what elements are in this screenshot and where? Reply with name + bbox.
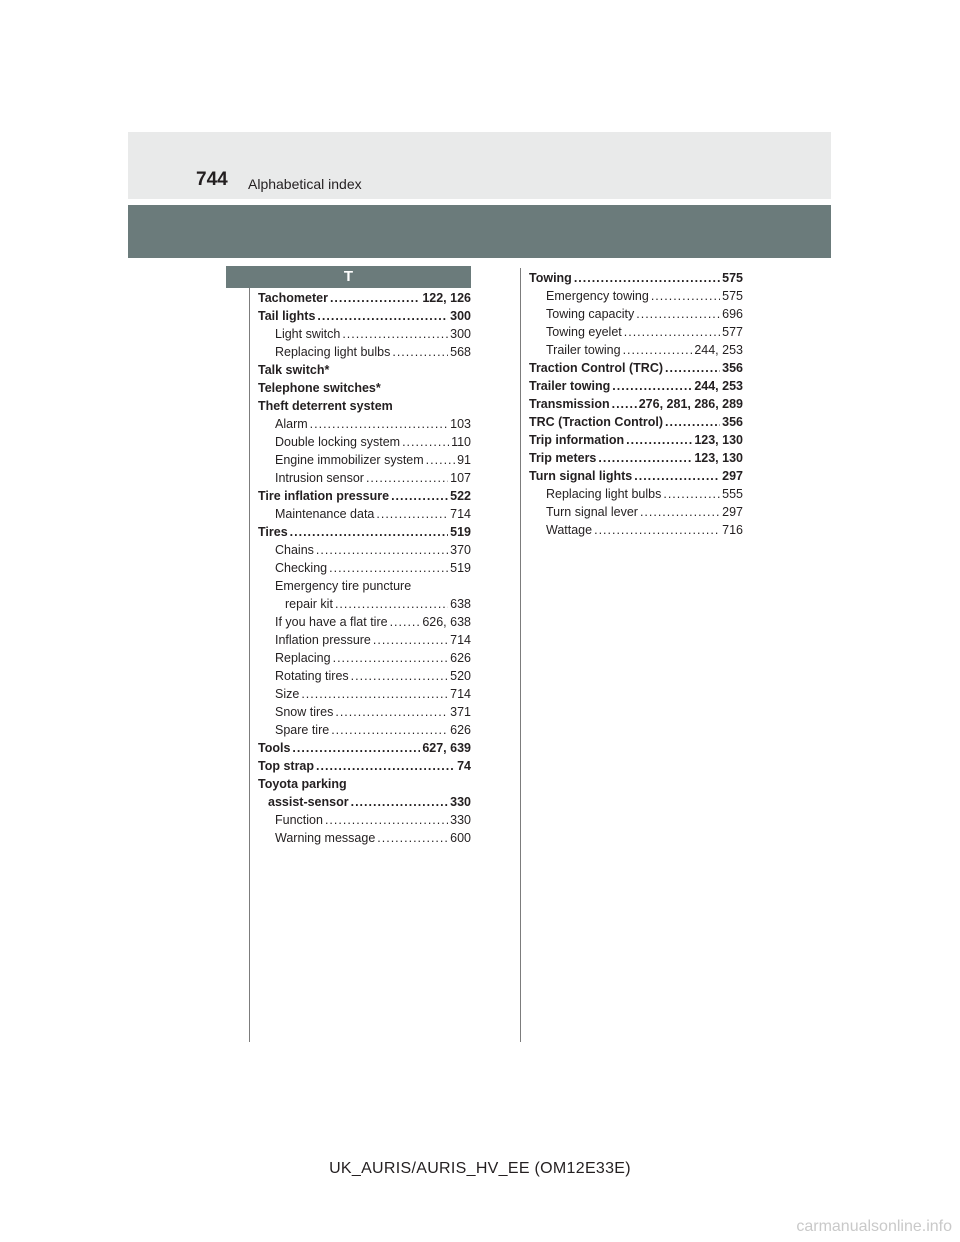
index-page-reference[interactable]: 626, 638 (422, 615, 471, 629)
index-page-reference[interactable]: 522 (450, 489, 471, 503)
index-entry (258, 307, 471, 325)
index-term: Double locking system (275, 435, 401, 449)
dot-leader (634, 467, 720, 485)
index-page-reference[interactable]: 123, 130 (694, 451, 743, 465)
index-entry (258, 541, 471, 559)
header-band (128, 132, 831, 199)
dot-leader (325, 811, 448, 829)
index-page-reference[interactable]: 123, 130 (694, 433, 743, 447)
index-term: Size (275, 687, 300, 701)
index-page-reference[interactable]: 696 (722, 307, 743, 321)
index-entry (258, 379, 471, 397)
index-page-reference[interactable]: 626 (450, 723, 471, 737)
index-page-reference[interactable]: 300 (450, 327, 471, 341)
index-entry (258, 703, 471, 721)
dot-leader (426, 451, 455, 469)
index-entry (258, 343, 471, 361)
dot-leader (390, 613, 421, 631)
index-page-reference[interactable]: 555 (722, 487, 743, 501)
dot-leader (317, 307, 448, 325)
index-term: Telephone switches* (258, 381, 381, 395)
index-term: Traction Control (TRC) (529, 361, 664, 375)
index-entry (258, 523, 471, 541)
index-term: Snow tires (275, 705, 334, 719)
index-term: Light switch (275, 327, 341, 341)
index-term: repair kit (285, 597, 333, 611)
index-page-reference[interactable]: 91 (457, 453, 471, 467)
index-term: Towing (529, 271, 572, 285)
index-entry (258, 487, 471, 505)
index-term: Trailer towing (529, 379, 611, 393)
dot-leader (377, 829, 448, 847)
index-entry (258, 739, 471, 757)
index-term: Turn signal lever (546, 505, 638, 519)
watermark: carmanualsonline.info (796, 1218, 952, 1235)
index-page-reference[interactable]: 103 (450, 417, 471, 431)
index-term: Trip meters (529, 451, 597, 465)
dot-leader (594, 521, 720, 539)
dot-leader (316, 757, 455, 775)
index-page-reference[interactable]: 638 (450, 597, 471, 611)
index-term: Transmission (529, 397, 610, 411)
index-entry (258, 631, 471, 649)
index-entry (529, 305, 743, 323)
footer-model-code: UK_AURIS/AURIS_HV_EE (OM12E33E) (329, 1160, 631, 1177)
dot-leader (335, 595, 448, 613)
index-term: Tire inflation pressure (258, 489, 390, 503)
dot-leader (335, 703, 448, 721)
dot-leader (626, 431, 692, 449)
dot-leader (402, 433, 449, 451)
index-page-reference[interactable]: 575 (722, 271, 743, 285)
dot-leader (330, 289, 420, 307)
index-term: Tools (258, 741, 291, 755)
index-term: Emergency tire puncture (275, 579, 412, 593)
index-entry (258, 721, 471, 739)
index-term: Spare tire (275, 723, 330, 737)
index-term: Trailer towing (546, 343, 621, 357)
index-page-reference[interactable]: 371 (450, 705, 471, 719)
index-entry (258, 685, 471, 703)
index-page-reference[interactable]: 330 (450, 795, 471, 809)
index-term: TRC (Traction Control) (529, 415, 664, 429)
index-term: Tires (258, 525, 288, 539)
dot-leader (665, 359, 720, 377)
dot-leader (665, 413, 720, 431)
index-term: Intrusion sensor (275, 471, 364, 485)
index-page-reference[interactable]: 356 (722, 415, 743, 429)
index-page-reference[interactable]: 107 (450, 471, 471, 485)
dot-leader (351, 667, 448, 685)
index-page-reference[interactable]: 577 (722, 325, 743, 339)
index-entry (258, 325, 471, 343)
index-entry (529, 323, 743, 341)
index-page-reference[interactable]: 74 (457, 759, 471, 773)
index-term: Tail lights (258, 309, 316, 323)
dot-leader (636, 305, 720, 323)
index-term: Alarm (275, 417, 308, 431)
index-page-reference[interactable]: 330 (450, 813, 471, 827)
index-entry (258, 289, 471, 307)
index-entry (258, 829, 471, 847)
dot-leader (351, 793, 449, 811)
index-page-reference[interactable]: 714 (450, 687, 471, 701)
left-column-rule (249, 288, 250, 1042)
index-entry (258, 577, 471, 595)
index-entry (529, 377, 743, 395)
index-term: Engine immobilizer system (275, 453, 424, 467)
index-term: Trip information (529, 433, 625, 447)
index-entry (258, 793, 471, 811)
index-term: Wattage (546, 523, 593, 537)
index-page-reference[interactable]: 519 (450, 525, 471, 539)
index-page-reference[interactable]: 110 (451, 435, 471, 449)
dot-leader (376, 505, 448, 523)
index-page-reference[interactable]: 716 (722, 523, 743, 537)
dot-leader (612, 377, 692, 395)
index-entry (258, 433, 471, 451)
right-column-rule (520, 268, 521, 1042)
index-page-reference[interactable]: 244, 253 (694, 343, 743, 357)
index-entry (258, 361, 471, 379)
index-entry (529, 413, 743, 431)
index-entry (529, 449, 743, 467)
index-entry (529, 431, 743, 449)
dot-leader (342, 325, 448, 343)
dot-leader (574, 269, 720, 287)
dot-leader (640, 503, 720, 521)
index-page-reference[interactable]: 575 (722, 289, 743, 303)
chapter-band (128, 205, 831, 258)
page-number: 744 (196, 169, 228, 190)
index-entry (258, 613, 471, 631)
running-title: Alphabetical index (248, 176, 362, 192)
index-term: Maintenance data (275, 507, 375, 521)
dot-leader (651, 287, 720, 305)
dot-leader (290, 523, 448, 541)
dot-leader (612, 395, 637, 413)
dot-leader (331, 721, 448, 739)
index-entry (258, 415, 471, 433)
index-column-right (529, 269, 743, 539)
index-term: Towing eyelet (546, 325, 622, 339)
dot-leader (624, 323, 720, 341)
index-term: Rotating tires (275, 669, 349, 683)
index-term: Replacing light bulbs (275, 345, 391, 359)
index-term: Checking (275, 561, 328, 575)
index-page-reference[interactable]: 626 (450, 651, 471, 665)
index-page-reference[interactable]: 627, 639 (422, 741, 471, 755)
dot-leader (316, 541, 448, 559)
index-page-reference[interactable]: 714 (450, 633, 471, 647)
index-term: Warning message (275, 831, 376, 845)
index-page-reference[interactable]: 297 (722, 469, 743, 483)
index-term: Towing capacity (546, 307, 635, 321)
index-term: assist-sensor (268, 795, 349, 809)
index-page-reference[interactable]: 600 (450, 831, 471, 845)
dot-leader (366, 469, 448, 487)
dot-leader (329, 559, 448, 577)
index-entry (258, 775, 471, 793)
index-term: Replacing light bulbs (546, 487, 662, 501)
dot-leader (333, 649, 449, 667)
index-entry (529, 521, 743, 539)
dot-leader (310, 415, 448, 433)
index-page-reference[interactable]: 297 (722, 505, 743, 519)
index-entry (258, 469, 471, 487)
dot-leader (301, 685, 448, 703)
index-term: Inflation pressure (275, 633, 371, 647)
index-page-reference[interactable]: 122, 126 (422, 291, 471, 305)
index-entry (258, 595, 471, 613)
dot-leader (598, 449, 692, 467)
index-page-reference[interactable]: 276, 281, 286, 289 (638, 397, 743, 411)
index-entry (529, 341, 743, 359)
index-entry (529, 269, 743, 287)
index-entry (529, 395, 743, 413)
index-entry (529, 467, 743, 485)
index-entry (258, 667, 471, 685)
index-term: Chains (275, 543, 314, 557)
index-term: If you have a flat tire (275, 615, 388, 629)
index-page-reference[interactable]: 520 (450, 669, 471, 683)
index-term: Turn signal lights (529, 469, 633, 483)
index-page-reference[interactable]: 370 (450, 543, 471, 557)
index-entry (529, 359, 743, 377)
index-entry (258, 505, 471, 523)
dot-leader (663, 485, 720, 503)
index-entry (529, 503, 743, 521)
index-entry (258, 559, 471, 577)
dot-leader (623, 341, 693, 359)
index-term: Toyota parking (258, 777, 347, 791)
index-entry (529, 287, 743, 305)
index-page-reference[interactable]: 714 (450, 507, 471, 521)
dot-leader (373, 631, 448, 649)
index-page-reference[interactable]: 244, 253 (694, 379, 743, 393)
index-page-reference[interactable]: 300 (450, 309, 471, 323)
index-term: Replacing (275, 651, 331, 665)
index-entry (258, 649, 471, 667)
index-entry (258, 397, 471, 415)
index-term: Tachometer (258, 291, 328, 305)
index-entry (258, 811, 471, 829)
index-page-reference[interactable]: 568 (450, 345, 471, 359)
index-entry (258, 451, 471, 469)
index-term: Function (275, 813, 323, 827)
index-term: Theft deterrent system (258, 399, 393, 413)
index-column-left (258, 289, 471, 847)
index-entry (258, 757, 471, 775)
dot-leader (292, 739, 420, 757)
index-page-reference[interactable]: 519 (450, 561, 471, 575)
dot-leader (391, 487, 448, 505)
index-entry (529, 485, 743, 503)
dot-leader (392, 343, 448, 361)
index-term: Talk switch* (258, 363, 330, 377)
index-page-reference[interactable]: 356 (722, 361, 743, 375)
section-letter-tab: T (226, 266, 471, 288)
index-term: Top strap (258, 759, 315, 773)
index-term: Emergency towing (546, 289, 649, 303)
